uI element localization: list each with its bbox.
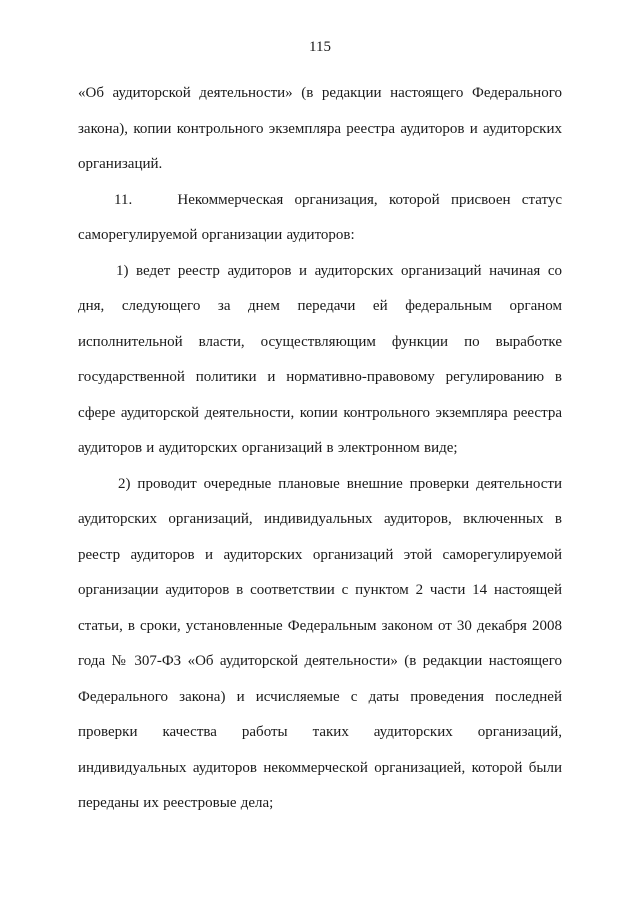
paragraph-continuation: «Об аудиторской деятельности» (в редакции настоящего Федерального закона), копии контрольного экземпляра реестра аудиторов и аудиторских организаций.	[78, 85, 562, 172]
document-body	[78, 76, 562, 822]
paragraph-subitem-2: 2) проводит очередные плановые внешние проверки деятельности аудиторских организаций, индивидуальных аудиторов, включенных в реестр аудиторов и аудиторских организаций этой саморегулируемой организации аудиторов в соответствии с пунктом 2 части 14 настоящей статьи, в сроки, установленные Федеральным законом от 30 декабря 2008 года № 307-ФЗ «Об аудиторской деятельности» (в редакции настоящего Федерального закона) и исчисляемые с даты проведения последней проверки качества работы таких аудиторских организаций, индивидуальных аудиторов некоммерческой организацией, которой были переданы их реестровые дела;	[78, 475, 562, 811]
paragraph-item-11: 11. Некоммерческая организация, которой присвоен статус саморегулируемой организации аудиторов:	[78, 191, 562, 243]
paragraph-subitem-1: 1) ведет реестр аудиторов и аудиторских организаций начиная со дня, следующего за днем передачи ей федеральным органом исполнительной власти, осуществляющим функции по выработке государственной политики и нормативно-правовому регулированию в сфере аудиторской деятельности, копии контрольного экземпляра реестра аудиторов и аудиторских организаций в электронном виде;	[78, 262, 562, 456]
page-number: 115	[309, 39, 331, 55]
